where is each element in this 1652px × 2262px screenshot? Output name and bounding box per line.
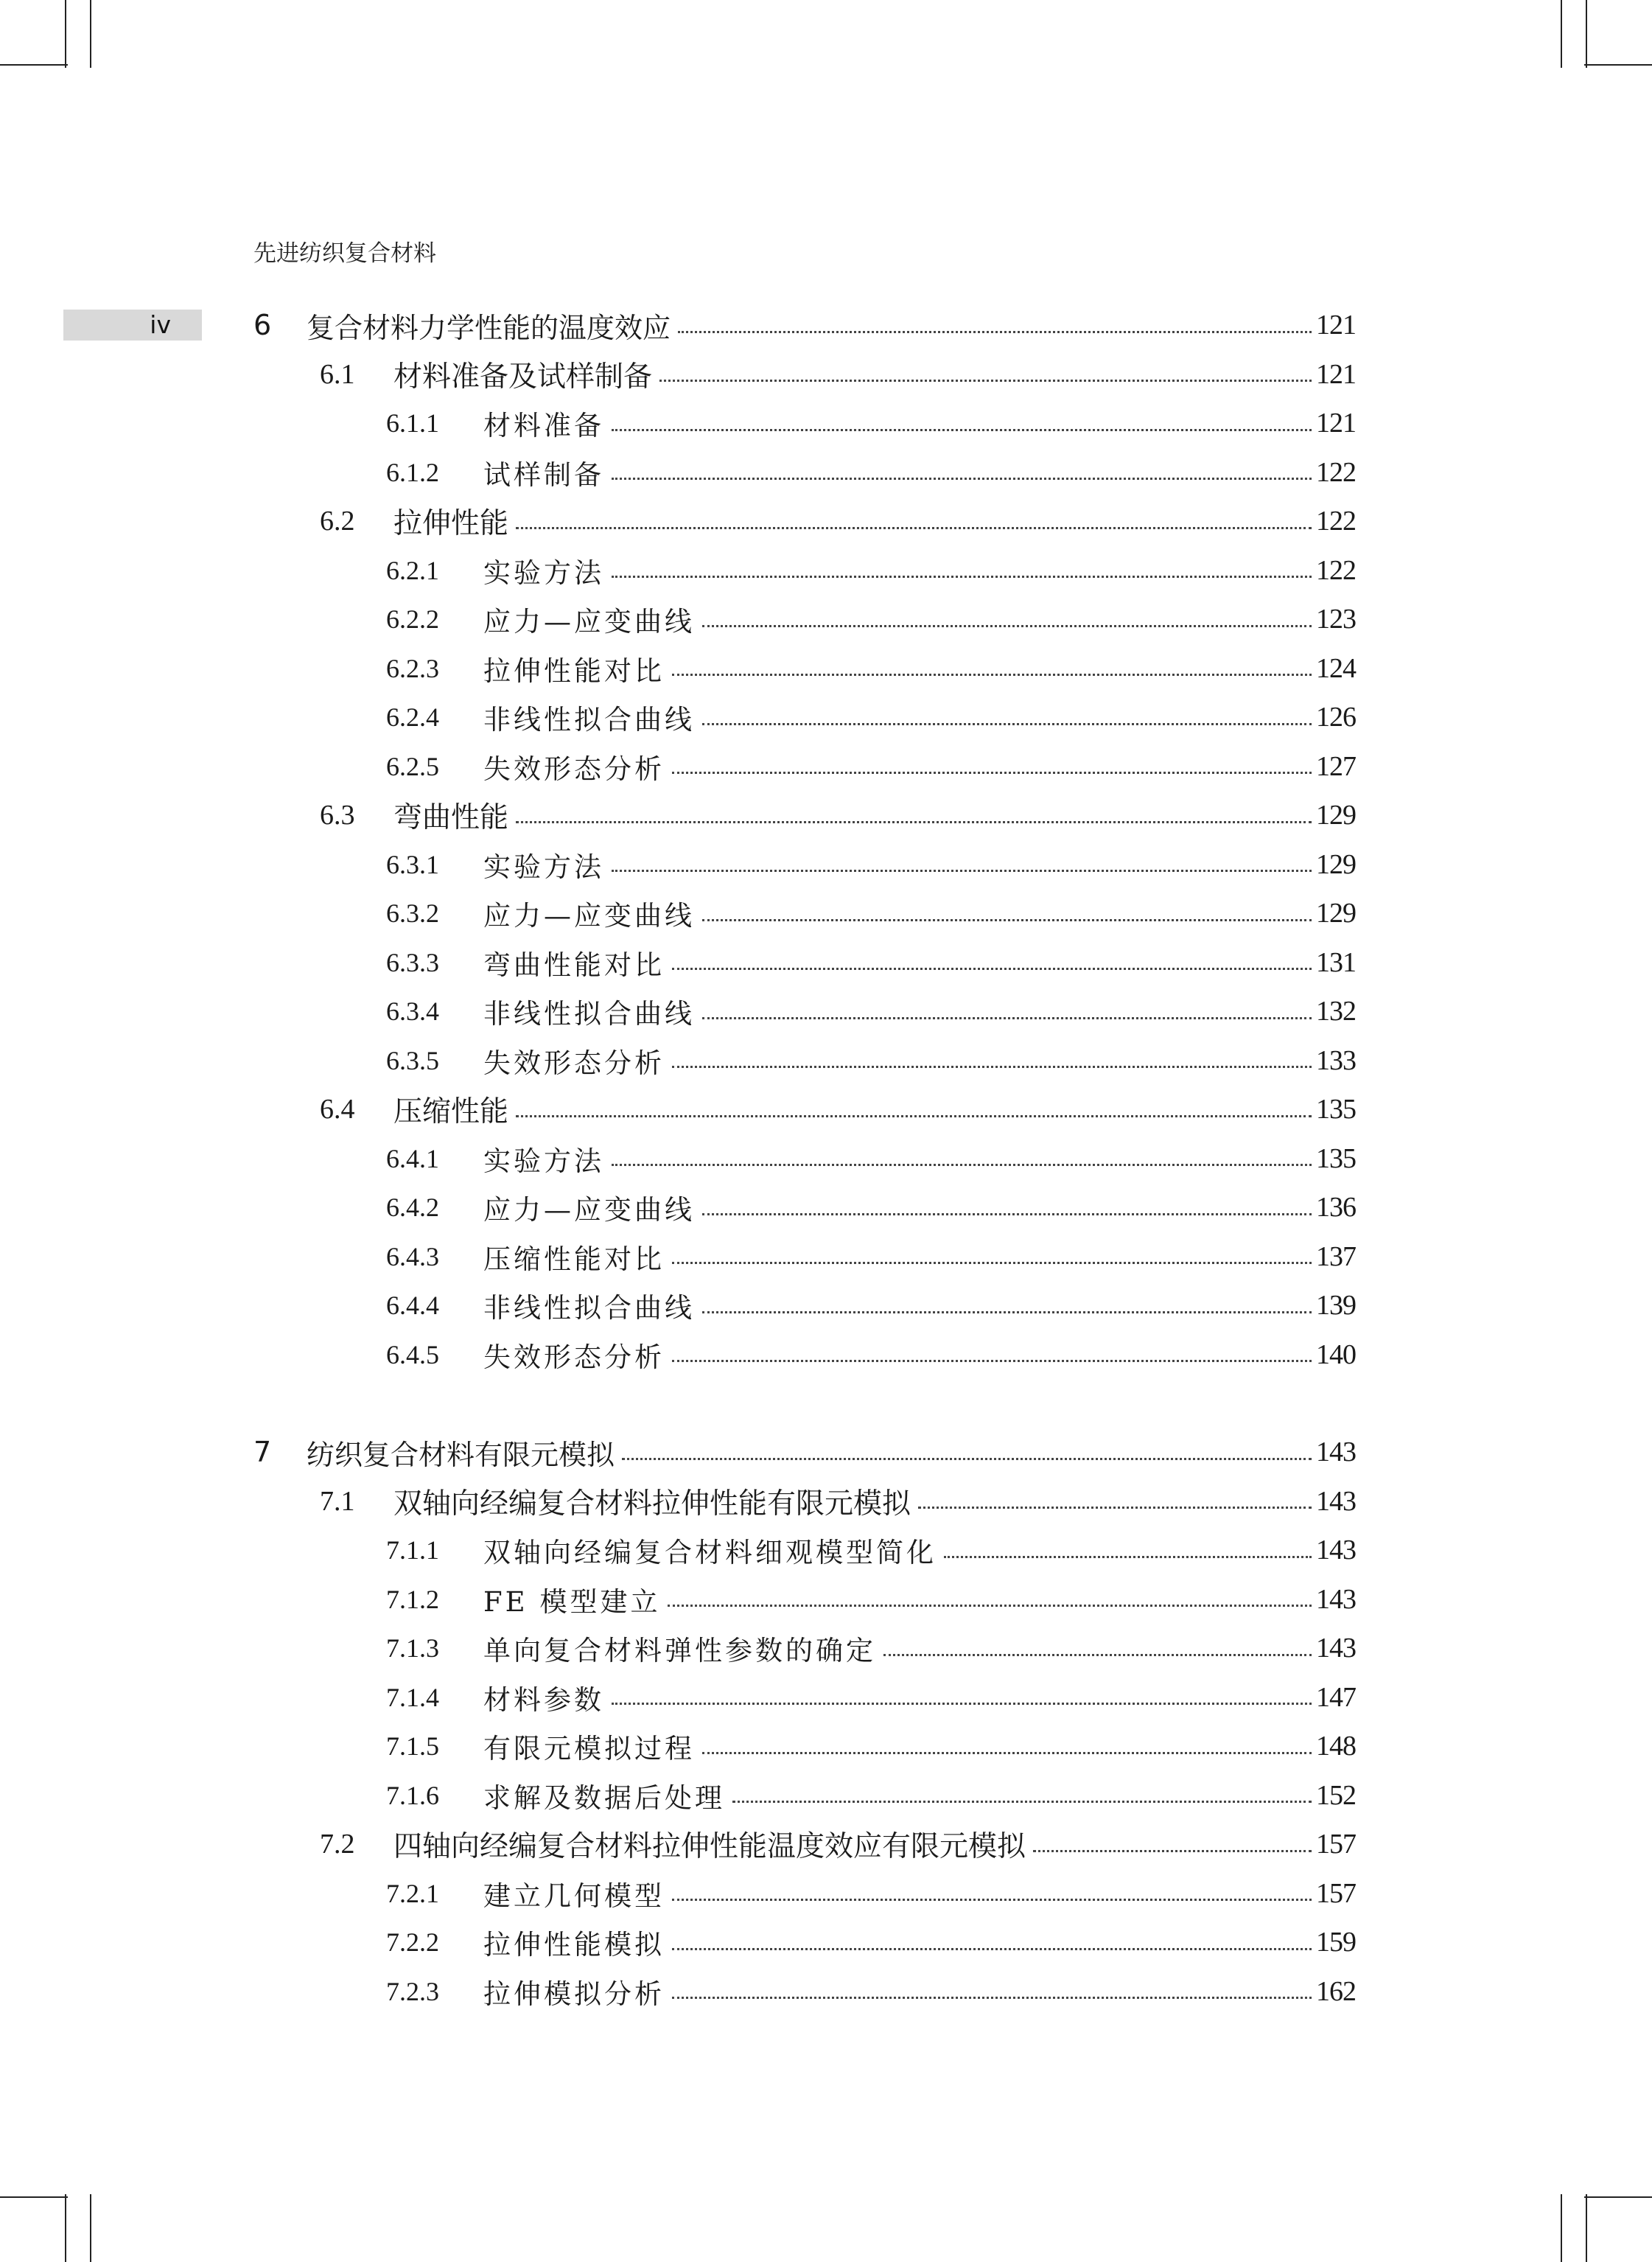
crop-mark (65, 0, 66, 68)
dot-leader (702, 723, 1312, 725)
dot-leader (883, 1654, 1312, 1656)
toc-entry-number: 6.4.1 (386, 1143, 439, 1173)
toc-entry-title: 拉伸性能 (393, 507, 509, 540)
toc-entry[interactable] (320, 1477, 1356, 1526)
toc-entry[interactable] (386, 693, 1356, 741)
toc-entry-title: 非线性拟合曲线 (483, 1292, 695, 1324)
dot-leader (1033, 1850, 1312, 1852)
toc-entry-number: 6.2.2 (386, 604, 439, 634)
dot-leader (702, 1213, 1312, 1215)
toc-entry-number: 7.2.2 (386, 1927, 439, 1957)
toc-entry-page: 140 (1316, 1338, 1356, 1370)
toc-entry-title: 非线性拟合曲线 (483, 998, 695, 1030)
toc-entry-title: 单向复合材料弹性参数的确定 (483, 1635, 876, 1666)
toc-entry-number: 6 (253, 309, 272, 341)
toc-entry-page: 137 (1316, 1240, 1356, 1272)
dot-leader (672, 1262, 1312, 1264)
toc-entry-title: 压缩性能 (393, 1095, 509, 1128)
crop-mark (0, 2196, 68, 2198)
crop-mark (1586, 2194, 1587, 2262)
toc-entry-title: 拉伸模拟分析 (483, 1977, 665, 2010)
toc-entry-title: 实验方法 (483, 556, 604, 589)
toc-entry-number: 7.1.5 (386, 1731, 439, 1761)
dot-leader (516, 821, 1312, 823)
dot-leader (622, 1458, 1312, 1460)
dot-leader (702, 1311, 1312, 1313)
toc-entry[interactable] (386, 546, 1356, 595)
toc-entry-page: 143 (1316, 1583, 1356, 1615)
toc-entry[interactable] (386, 1232, 1356, 1281)
crop-mark (0, 64, 68, 66)
toc-entry[interactable] (386, 1526, 1356, 1574)
toc-entry-page: 152 (1316, 1779, 1356, 1811)
toc-entry-page: 129 (1316, 848, 1356, 880)
toc-entry-page: 122 (1316, 506, 1356, 537)
toc-entry-number: 6.3.5 (386, 1045, 439, 1075)
dot-leader (672, 674, 1312, 676)
toc-entry-number: 6.2.5 (386, 751, 439, 781)
toc-entry-number: 6.4.2 (386, 1193, 439, 1222)
toc-entry[interactable] (386, 1036, 1356, 1085)
toc-entry-page: 143 (1316, 1535, 1356, 1565)
toc-entry-number: 7.1.6 (386, 1780, 439, 1810)
toc-entry[interactable] (253, 301, 1356, 349)
toc-entry-page: 135 (1316, 1094, 1356, 1125)
toc-entry[interactable] (386, 644, 1356, 693)
toc-entry[interactable] (386, 1771, 1356, 1820)
toc-entry-title: 应力—应变曲线 (483, 900, 695, 932)
toc-entry-page: 121 (1316, 408, 1356, 439)
toc-entry[interactable] (320, 1820, 1356, 1868)
toc-entry-title: 材料参数 (483, 1683, 604, 1716)
dot-leader (702, 625, 1312, 627)
toc-entry-page: 133 (1316, 1044, 1356, 1076)
toc-entry-page: 139 (1316, 1290, 1356, 1321)
toc-entry-number: 6.1.2 (386, 457, 439, 487)
crop-mark (1584, 64, 1652, 66)
crop-mark (90, 0, 91, 68)
toc-entry[interactable] (320, 497, 1356, 545)
toc-entry-number: 6.3.2 (386, 898, 439, 928)
toc-entry-number: 6.4 (320, 1094, 355, 1125)
toc-entry-title: 失效形态分析 (483, 1341, 665, 1373)
toc-entry-title: 有限元模拟过程 (483, 1733, 695, 1764)
dot-leader (678, 331, 1312, 333)
toc-entry[interactable] (386, 1918, 1356, 1966)
dot-leader (659, 380, 1312, 382)
toc-entry-number: 7.1.3 (386, 1633, 439, 1663)
toc-entry-page: 121 (1316, 358, 1356, 390)
toc-entry-page: 147 (1316, 1681, 1356, 1713)
toc-entry-page: 122 (1316, 554, 1356, 586)
toc-entry-title: 双轴向经编复合材料细观模型简化 (483, 1537, 937, 1568)
toc-entry-page: 126 (1316, 702, 1356, 733)
toc-entry[interactable] (386, 1575, 1356, 1624)
toc-entry-page: 127 (1316, 750, 1356, 782)
toc-entry-title: 材料准备及试样制备 (393, 360, 653, 394)
dot-leader (516, 527, 1312, 529)
toc-entry-title: 拉伸性能对比 (483, 654, 665, 687)
toc-entry[interactable] (386, 889, 1356, 938)
toc-entry-number: 6.4.4 (386, 1291, 439, 1320)
toc-entry-page: 136 (1316, 1192, 1356, 1223)
dot-leader (672, 1948, 1312, 1950)
toc-entry-number: 7.2.1 (386, 1878, 439, 1908)
toc-entry-page: 143 (1316, 1437, 1356, 1467)
dot-leader (918, 1507, 1312, 1509)
crop-mark (1586, 0, 1587, 68)
toc-entry[interactable] (320, 1085, 1356, 1134)
toc-entry-number: 7.1.4 (386, 1682, 439, 1712)
toc-entry-page: 157 (1316, 1829, 1356, 1860)
dot-leader (516, 1115, 1312, 1117)
toc-entry-number: 6.3.1 (386, 849, 439, 879)
toc-entry-page: 131 (1316, 946, 1356, 978)
toc-entry-title: 求解及数据后处理 (483, 1781, 725, 1814)
toc-entry-title: 拉伸性能模拟 (483, 1929, 665, 1961)
toc-entry-number: 6.2 (320, 506, 355, 537)
toc-entry-title: 复合材料力学性能的温度效应 (307, 311, 671, 344)
toc-entry[interactable] (386, 1673, 1356, 1722)
toc-entry[interactable] (386, 1869, 1356, 1918)
crop-mark (65, 2194, 66, 2262)
toc-entry-number: 6.1.1 (386, 408, 439, 438)
toc-entry-page: 143 (1316, 1485, 1356, 1517)
toc-entry-number: 6.2.1 (386, 555, 439, 585)
toc-entry-title: 四轴向经编复合材料拉伸性能温度效应有限元模拟 (393, 1830, 1026, 1863)
toc-entry[interactable] (386, 399, 1356, 447)
dot-leader (672, 1066, 1312, 1068)
toc-entry-number: 6.2.3 (386, 653, 439, 683)
toc-entry-page: 143 (1316, 1633, 1356, 1664)
toc-entry[interactable] (386, 1134, 1356, 1183)
toc-entry-title: 材料准备 (483, 410, 604, 441)
toc-entry-page: 157 (1316, 1877, 1356, 1909)
toc-entry[interactable] (386, 1624, 1356, 1672)
toc-entry-title: 弯曲性能 (393, 801, 509, 834)
toc-entry-title: FE 模型建立 (483, 1585, 661, 1618)
toc-entry-title: 失效形态分析 (483, 1047, 665, 1079)
toc-entry-page: 159 (1316, 1927, 1356, 1958)
crop-mark (90, 2194, 91, 2262)
toc-entry-page: 123 (1316, 604, 1356, 635)
toc-entry[interactable] (386, 840, 1356, 889)
dot-leader (702, 1752, 1312, 1754)
dot-leader (612, 429, 1312, 431)
toc-entry-page: 129 (1316, 800, 1356, 831)
toc-entry-title: 弯曲性能对比 (483, 949, 665, 981)
toc-entry-page: 121 (1316, 310, 1356, 341)
toc-entry-title: 试样制备 (483, 458, 604, 491)
toc-entry-title: 纺织复合材料有限元模拟 (307, 1438, 615, 1471)
toc-entry-page: 124 (1316, 652, 1356, 684)
toc-entry-number: 7.2.3 (386, 1976, 439, 2006)
dot-leader (612, 478, 1312, 480)
dot-leader (668, 1605, 1312, 1607)
toc-entry-page: 122 (1316, 456, 1356, 488)
dot-leader (702, 1017, 1312, 1019)
toc-entry[interactable] (386, 1722, 1356, 1770)
crop-mark (1561, 2194, 1562, 2262)
toc-entry-number: 6.3.4 (386, 996, 439, 1026)
dot-leader (612, 870, 1312, 872)
dot-leader (672, 968, 1312, 970)
dot-leader (944, 1556, 1312, 1558)
toc-entry-page: 148 (1316, 1731, 1356, 1762)
toc-entry-page: 162 (1316, 1975, 1356, 2007)
toc-entry-number: 6.4.3 (386, 1241, 439, 1271)
page-number: iv (150, 310, 171, 339)
toc-entry-title: 应力—应变曲线 (483, 606, 695, 638)
toc-entry-page: 132 (1316, 996, 1356, 1027)
dot-leader (672, 1997, 1312, 1999)
toc-entry-page: 135 (1316, 1142, 1356, 1174)
toc-entry[interactable] (253, 1428, 1356, 1476)
toc-entry[interactable] (386, 448, 1356, 497)
toc-entry-page: 129 (1316, 898, 1356, 929)
toc-entry[interactable] (386, 595, 1356, 643)
toc-entry-title: 非线性拟合曲线 (483, 704, 695, 736)
toc-entry-number: 6.2.4 (386, 702, 439, 732)
crop-mark (1561, 0, 1562, 68)
toc-entry[interactable] (386, 1183, 1356, 1232)
dot-leader (612, 576, 1312, 578)
toc-entry-number: 7.1.1 (386, 1535, 439, 1565)
toc-entry-number: 6.1 (320, 358, 355, 390)
dot-leader (612, 1703, 1312, 1705)
crop-mark (1584, 2196, 1652, 2198)
toc-entry-title: 应力—应变曲线 (483, 1194, 695, 1226)
toc-entry[interactable] (386, 1967, 1356, 2016)
dot-leader (672, 1360, 1312, 1362)
dot-leader (702, 919, 1312, 921)
toc-entry-title: 实验方法 (483, 1145, 604, 1177)
toc-entry-title: 失效形态分析 (483, 753, 665, 785)
page-number-tab (63, 310, 202, 341)
toc-entry-number: 6.3.3 (386, 947, 439, 977)
toc-entry[interactable] (386, 742, 1356, 791)
toc-entry-number: 7 (253, 1436, 272, 1468)
toc-entry-title: 建立几何模型 (483, 1879, 665, 1912)
toc-entry-number: 7.1 (320, 1485, 355, 1517)
running-header: 先进纺织复合材料 (253, 240, 436, 267)
dot-leader (672, 772, 1312, 774)
toc-entry[interactable] (386, 1281, 1356, 1330)
toc-entry-title: 双轴向经编复合材料拉伸性能有限元模拟 (393, 1487, 911, 1521)
toc-entry-title: 压缩性能对比 (483, 1243, 665, 1275)
dot-leader (672, 1899, 1312, 1901)
toc-entry[interactable] (386, 938, 1356, 987)
toc-entry[interactable] (320, 791, 1356, 839)
toc-entry-number: 6.4.5 (386, 1339, 439, 1369)
toc-entry-number: 7.2 (320, 1829, 355, 1860)
toc-entry[interactable] (386, 1330, 1356, 1379)
toc-entry-title: 实验方法 (483, 851, 604, 883)
toc-entry[interactable] (386, 987, 1356, 1036)
toc-entry-number: 6.3 (320, 800, 355, 831)
dot-leader (612, 1164, 1312, 1166)
dot-leader (732, 1801, 1312, 1803)
toc-entry[interactable] (320, 350, 1356, 399)
toc-entry-number: 7.1.2 (386, 1584, 439, 1614)
